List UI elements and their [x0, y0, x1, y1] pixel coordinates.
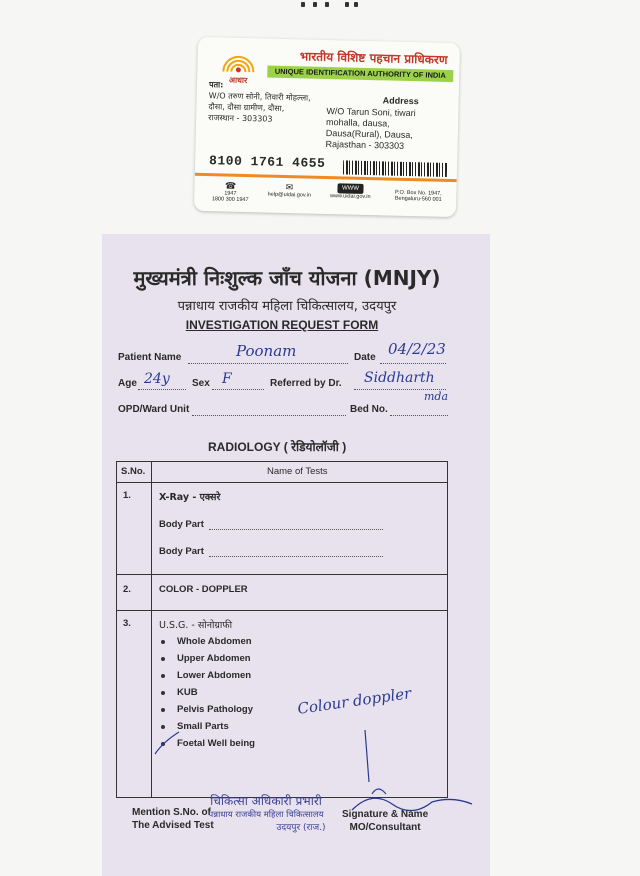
- date-label: Date: [354, 352, 376, 363]
- handwritten-note: Colour doppler: [296, 684, 413, 718]
- row-3-name: U.S.G. - सोनोग्राफी: [159, 620, 233, 631]
- form-subtitle: पन्नाधाय राजकीय महिला चिकित्सालय, उदयपुर: [177, 299, 397, 314]
- signature-scribble: [342, 780, 482, 820]
- usg-item: KUB: [177, 687, 198, 698]
- opd-line: [192, 415, 346, 416]
- address-hindi: W/O तरुण सोनी, तिवारी मोहल्ला, दौसा, दौसा ग्रामीण, दौसा, राजस्थान - 303303: [208, 91, 311, 124]
- sex-value: F: [222, 371, 232, 387]
- po-box-text: P.O. Box No. 1947,: [394, 189, 442, 197]
- po-box: [384, 189, 452, 203]
- usg-item: Foetal Well being: [177, 738, 255, 749]
- website-text: www.uidai.gov.in: [329, 193, 371, 201]
- usg-item: Pelvis Pathology: [177, 704, 254, 715]
- opd-label: OPD/Ward Unit: [118, 404, 190, 415]
- mail-icon: ✉: [285, 182, 294, 193]
- stamp-line-1: चिकित्सा अधिकारी प्रभारी: [210, 794, 322, 808]
- usg-item: Upper Abdomen: [177, 653, 251, 664]
- patient-name-label: Patient Name: [118, 352, 182, 363]
- body-part-label-2: Body Part: [159, 546, 204, 557]
- patient-name-line: [188, 363, 348, 364]
- usg-item: Small Parts: [177, 721, 229, 732]
- tollfree-number: 1800 300 1947: [211, 196, 249, 204]
- helpline-number: 1947: [224, 190, 237, 197]
- age-line: [138, 389, 186, 390]
- address-label-english: Address: [382, 95, 419, 107]
- helpline: [210, 180, 251, 203]
- website: [320, 183, 380, 200]
- tests-table: [116, 461, 448, 798]
- investigation-form: [102, 234, 490, 876]
- radiology-title: RADIOLOGY ( रेडियोलॉजी ): [208, 440, 347, 454]
- email-text: help@uidai.gov.in: [267, 191, 312, 199]
- handwriting-strokes: [117, 462, 447, 797]
- patient-name-value: Poonam: [236, 342, 297, 360]
- row-3-sno: 3.: [123, 618, 131, 629]
- aadhaar-number: 8100 1761 4655: [208, 153, 326, 171]
- row-2-name: COLOR - DOPPLER: [159, 584, 248, 595]
- date-value: 04/2/23: [388, 340, 446, 358]
- age-label: Age: [118, 378, 137, 389]
- card-heading-hindi: भारतीय विशिष्ट पहचान प्राधिकरण: [299, 49, 448, 67]
- barcode: [343, 160, 447, 177]
- footer-left-line-1: Mention S.No. of: [132, 807, 211, 818]
- footer-right-line-1: Signature & Name: [342, 809, 429, 820]
- referred-value: Siddharth: [364, 370, 435, 386]
- age-value: 24y: [144, 371, 170, 387]
- referred-value-2: mda: [424, 390, 449, 403]
- email: [260, 181, 318, 198]
- aadhaar-logo-text: आधार: [228, 75, 248, 86]
- row-1-sno: 1.: [123, 490, 131, 501]
- official-stamp: [186, 792, 346, 833]
- address-english: W/O Tarun Soni, tiwari mohalla, dausa, Dausa(Rural), Dausa, Rajasthan - 303303: [325, 105, 416, 151]
- scan-artifacts: [0, 0, 640, 14]
- card-heading-english: UNIQUE IDENTIFICATION AUTHORITY OF INDIA: [267, 66, 453, 83]
- footer-left-line-2: The Advised Test: [132, 820, 214, 831]
- aadhaar-card: [194, 37, 460, 217]
- row-1-name: X-Ray - एक्सरे: [159, 492, 221, 503]
- bed-line: [390, 415, 448, 416]
- phone-icon: ☎: [224, 180, 237, 191]
- usg-item: Lower Abdomen: [177, 670, 252, 681]
- po-city-text: Bengaluru-560 001: [394, 195, 442, 203]
- bed-label: Bed No.: [350, 404, 388, 415]
- sex-label: Sex: [192, 378, 210, 389]
- form-heading: INVESTIGATION REQUEST FORM: [185, 318, 379, 332]
- body-part-label-1: Body Part: [159, 519, 204, 530]
- form-title: मुख्यमंत्री निःशुल्क जाँच योजना (MNJY): [133, 266, 441, 290]
- globe-icon: WWW: [337, 183, 363, 194]
- stamp-line-3: उदयपुर (राज.): [276, 823, 326, 833]
- usg-item: Whole Abdomen: [177, 636, 252, 647]
- date-line: [380, 363, 446, 364]
- col-tests-header: Name of Tests: [267, 466, 328, 477]
- sex-line: [212, 389, 264, 390]
- card-footer: [194, 177, 457, 217]
- row-2-sno: 2.: [123, 584, 131, 595]
- address-label-hindi: पता:: [208, 80, 224, 90]
- col-sno-header: S.No.: [121, 466, 146, 477]
- stamp-line-2: पन्नाधाय राजकीय महिला चिकित्सालय: [208, 810, 324, 820]
- footer-right-line-2: MO/Consultant: [349, 822, 421, 833]
- referred-label: Referred by Dr.: [270, 378, 342, 389]
